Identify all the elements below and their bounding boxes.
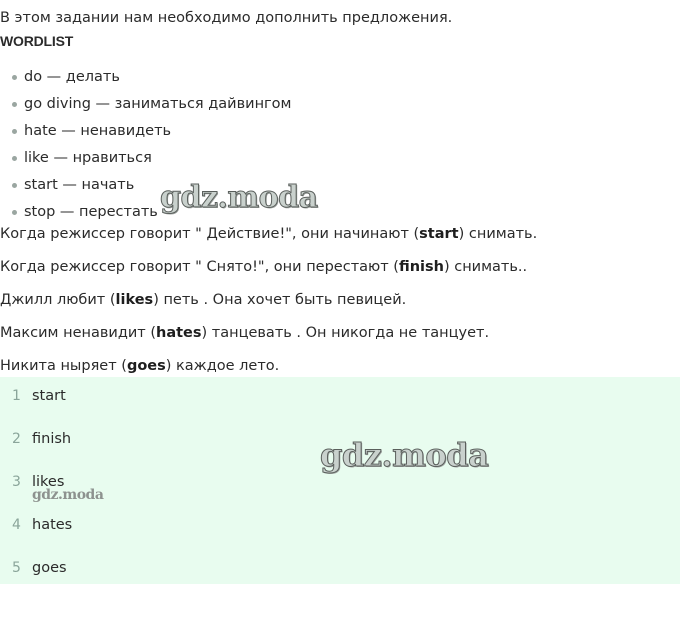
sentence	[0, 287, 537, 320]
answer-text: likes	[32, 474, 65, 490]
answer-number: 1	[12, 388, 21, 404]
wordlist-item-text: hate — ненавидеть	[24, 123, 172, 139]
answer-number: 5	[12, 560, 21, 576]
answer-text: finish	[32, 431, 72, 447]
answer-text: hates	[32, 517, 73, 533]
bullet-icon	[12, 210, 17, 215]
wordlist-item	[0, 64, 291, 91]
answer-number: 4	[12, 517, 21, 533]
wordlist-item-text: start — начать	[24, 177, 135, 193]
sentence-answer-word: goes	[126, 358, 166, 374]
sentence-text: ) снимать.	[458, 226, 538, 242]
intro-text: В этом задании нам необходимо дополнить предложения.	[0, 10, 453, 26]
wordlist-item-text: like — нравиться	[24, 150, 152, 166]
watermark-logo: gdz.moda	[160, 180, 318, 215]
sentence-text: ) каждое лето.	[165, 358, 280, 374]
wordlist-item-text: do — делать	[24, 69, 120, 85]
bullet-icon	[12, 102, 17, 107]
sentence-text: Джилл любит (	[0, 292, 116, 308]
answer-text: goes	[32, 560, 67, 576]
sentence-text: ) снимать..	[443, 259, 528, 275]
wordlist-item-text: go diving — заниматься дайвингом	[24, 96, 292, 112]
sentence-answer-word: likes	[115, 292, 154, 308]
wordlist-item	[0, 145, 291, 172]
wordlist-title: WORDLIST	[0, 33, 74, 49]
sentence	[0, 221, 537, 254]
sentence-answer-word: start	[419, 226, 459, 242]
watermark-logo: gdz.moda	[320, 436, 489, 474]
answers-panel	[0, 377, 680, 584]
sentence-answer-word: finish	[398, 259, 444, 275]
watermark-logo: gdz.moda	[32, 487, 104, 503]
sentence	[0, 320, 537, 353]
answer-number: 3	[12, 474, 21, 490]
bullet-icon	[12, 75, 17, 80]
wordlist-item	[0, 118, 291, 145]
bullet-icon	[12, 156, 17, 161]
sentence-text: ) петь . Она хочет быть певицей.	[153, 292, 407, 308]
answer-text: start	[32, 388, 66, 404]
sentence	[0, 254, 537, 287]
sentence-text: Когда режиссер говорит " Снято!", они перестают (	[0, 259, 399, 275]
sentence-text: Никита ныряет (	[0, 358, 127, 374]
wordlist-item-text: stop — перестать	[24, 204, 158, 220]
wordlist-item	[0, 91, 291, 118]
bullet-icon	[12, 129, 17, 134]
answer-number: 2	[12, 431, 21, 447]
sentence-answer-word: hates	[156, 325, 202, 341]
sentence-text: Когда режиссер говорит " Действие!", они начинают (	[0, 226, 420, 242]
sentence-text: ) танцевать . Он никогда не танцует.	[201, 325, 490, 341]
sentence-text: Максим ненавидит (	[0, 325, 156, 341]
bullet-icon	[12, 183, 17, 188]
sentences	[0, 221, 537, 386]
